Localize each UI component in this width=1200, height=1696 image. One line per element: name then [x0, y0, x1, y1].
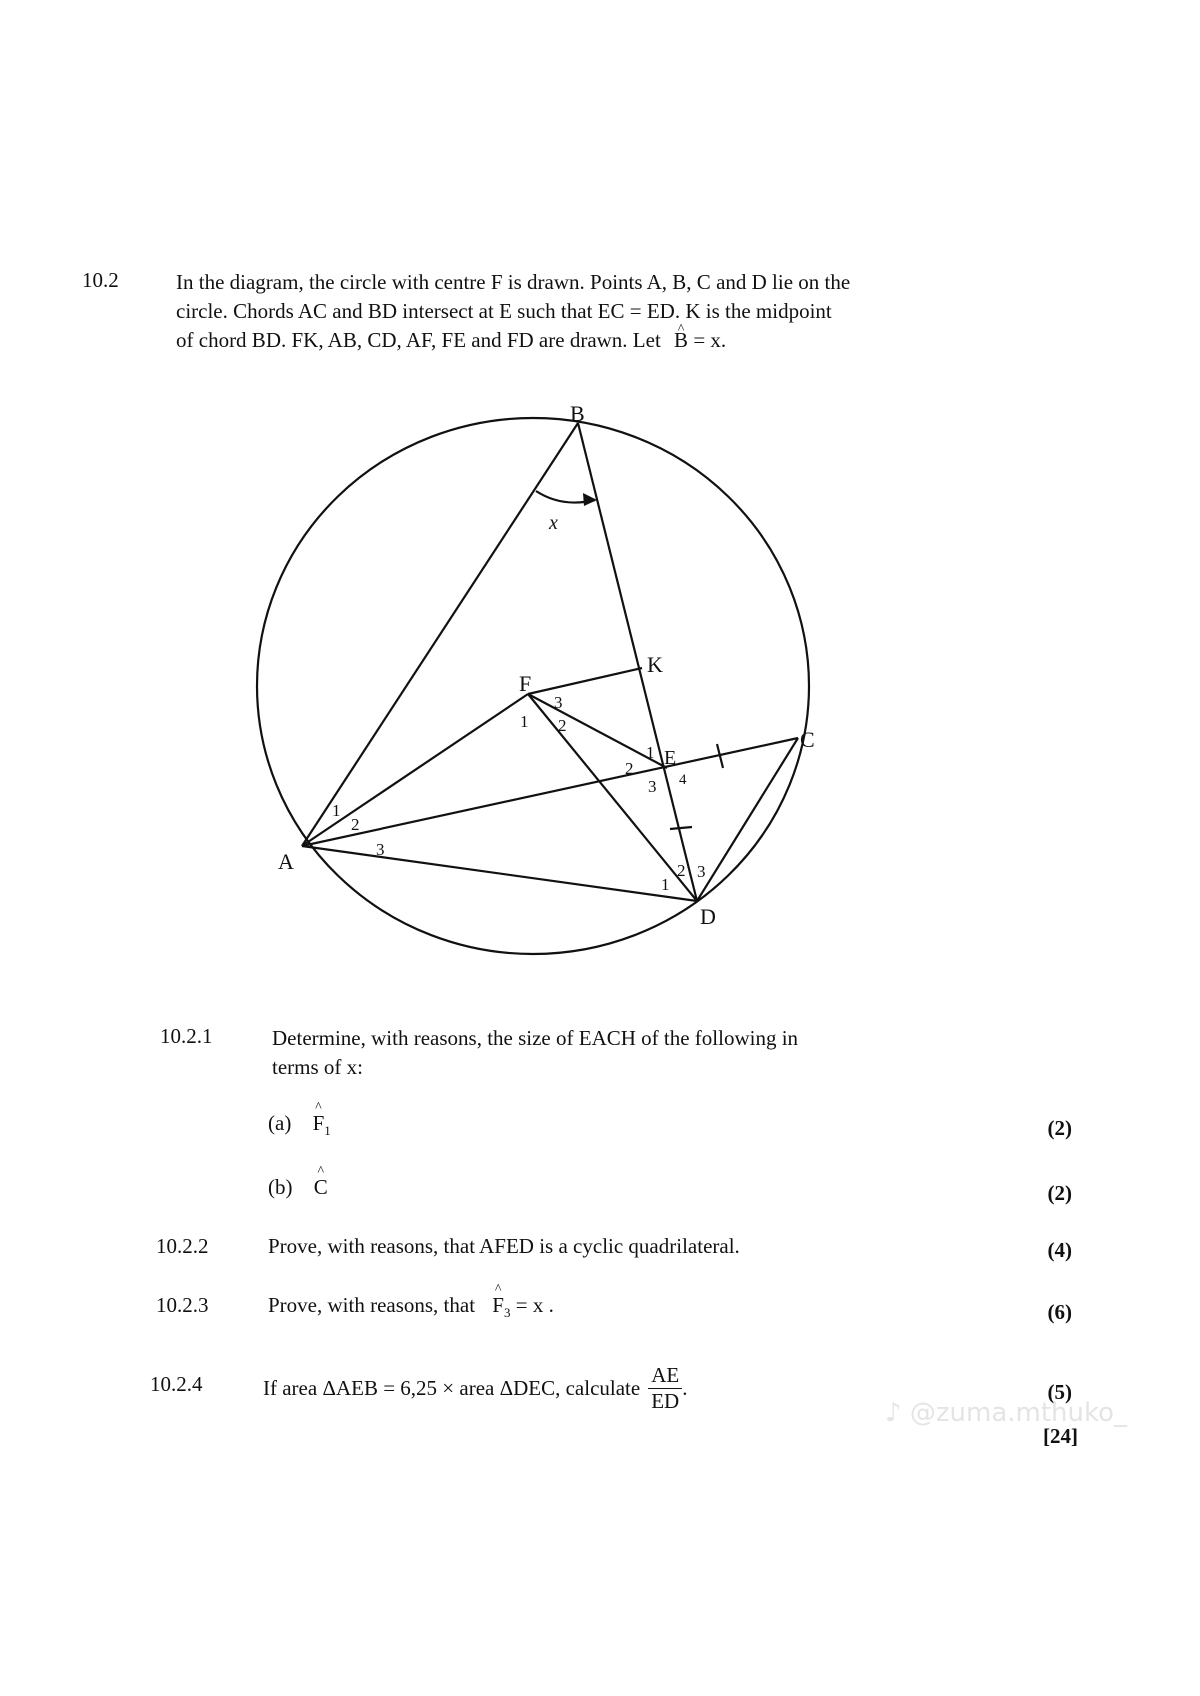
angle-c-symbol: ^ C	[314, 1175, 328, 1200]
angle-label-d3: 3	[697, 862, 706, 881]
total-marks: [24]	[1043, 1424, 1078, 1448]
marks-a: (2)	[1047, 1116, 1072, 1140]
fraction-denominator: ED	[651, 1388, 680, 1413]
segment-af	[302, 694, 528, 846]
question-number: 10.2	[82, 268, 119, 292]
angle-label-e4: 4	[679, 772, 687, 788]
part-10-2-1-text	[272, 1024, 1000, 1082]
intro-line-3-text: of chord BD. FK, AB, CD, AF, FE and FD are drawn. Let	[176, 328, 661, 352]
part-a-label: (a)	[268, 1111, 292, 1135]
segment-ad	[302, 846, 697, 901]
part-10-2-1-line-2: terms of x:	[272, 1055, 363, 1079]
part-number-10-2-1: 10.2.1	[160, 1024, 213, 1048]
angle-label-d2: 2	[677, 861, 686, 880]
marks-10-2-3: (6)	[1047, 1300, 1072, 1324]
part-10-2-2-text: Prove, with reasons, that AFED is a cyclic quadrilateral.	[268, 1234, 740, 1258]
angle-label-f1: 1	[520, 712, 529, 731]
segment-fk	[528, 668, 642, 694]
point-e-label: E	[664, 747, 677, 769]
intro-equation: = x.	[688, 328, 727, 352]
angle-label-a2: 2	[351, 815, 360, 834]
part-number-10-2-4: 10.2.4	[150, 1372, 203, 1396]
angle-label-a1: 1	[332, 801, 341, 820]
angle-f3-symbol: ^ F	[492, 1293, 504, 1318]
fraction-ae-ed	[648, 1363, 682, 1414]
part-10-2-3-text	[268, 1293, 554, 1321]
part-a	[268, 1111, 331, 1139]
chord-ab	[302, 423, 578, 846]
intro-line-1: In the diagram, the circle with centre F is drawn. Points A, B, C and D lie on the	[176, 270, 851, 294]
part-10-2-3-prefix: Prove, with reasons, that	[268, 1293, 476, 1317]
part-10-2-3-suffix: = x .	[510, 1293, 554, 1317]
tiktok-icon: ♪	[885, 1398, 902, 1428]
segment-cd	[697, 738, 798, 901]
point-b-label: B	[570, 401, 585, 426]
angle-label-f3: 3	[554, 693, 563, 712]
part-b-label: (b)	[268, 1175, 293, 1199]
marks-b: (2)	[1047, 1181, 1072, 1205]
angle-x-label: x	[549, 512, 558, 534]
angle-f-symbol: ^ F	[313, 1111, 325, 1136]
tick-ed	[670, 827, 692, 829]
angle-label-e2: 2	[625, 759, 634, 778]
angle-label-d1: 1	[661, 875, 670, 894]
angle-b-symbol: ^ B	[674, 326, 688, 355]
circle	[257, 418, 809, 954]
intro-line-2: circle. Chords AC and BD intersect at E such that EC = ED. K is the midpoint	[176, 299, 832, 323]
watermark	[885, 1398, 1127, 1428]
watermark-text: @zuma.mthuko_	[909, 1398, 1128, 1428]
angle-label-e3: 3	[648, 777, 657, 796]
point-d-label: D	[700, 904, 716, 929]
point-a-label: A	[278, 849, 294, 874]
chord-ac	[302, 738, 798, 846]
part-10-2-1-line-1: Determine, with reasons, the size of EACH of the following in	[272, 1026, 799, 1050]
angle-label-f2: 2	[558, 716, 567, 735]
point-k-label: K	[647, 652, 663, 677]
part-10-2-4-text	[263, 1356, 687, 1420]
point-c-label: C	[800, 727, 815, 752]
angle-label-e1: 1	[646, 743, 655, 762]
part-b	[268, 1175, 328, 1200]
point-f-label: F	[519, 671, 532, 696]
part-10-2-4-suffix: .	[682, 1375, 688, 1400]
marks-10-2-4: (5)	[1047, 1380, 1072, 1404]
part-number-10-2-2: 10.2.2	[156, 1234, 209, 1258]
marks-10-2-2: (4)	[1047, 1238, 1072, 1262]
angle-f3-subscript: 3	[503, 1305, 511, 1321]
part-10-2-4-prefix: If area ΔAEB = 6,25 × area ΔDEC, calculate	[263, 1375, 641, 1400]
angle-label-a3: 3	[376, 840, 385, 859]
fraction-numerator: AE	[648, 1363, 682, 1389]
angle-f-subscript: 1	[324, 1123, 331, 1139]
part-number-10-2-3: 10.2.3	[156, 1293, 209, 1317]
